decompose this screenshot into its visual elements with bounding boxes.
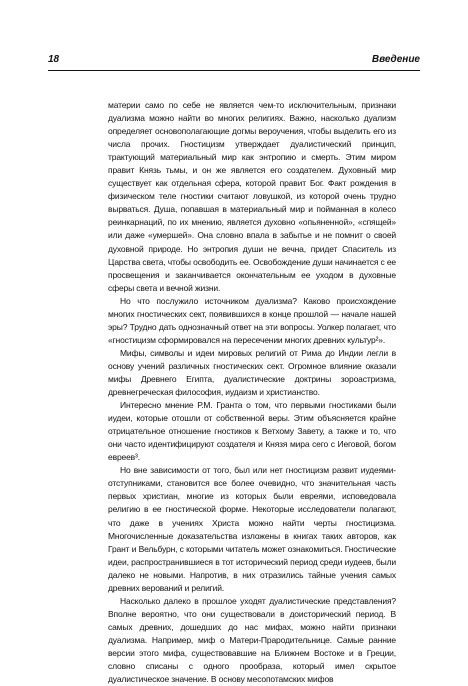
page-number: 18 [48,54,60,65]
paragraph: Но что послужило источником дуализма? Каково происхождение многих гностических сект, появившихся в конце прошлой — начале нашей эры? Трудно дать однозначный ответ на эти вопросы. Уолкер полагает, что «гностицизм сформировался на пересечении многих древних культур²». [108,295,396,345]
paragraph: материи само по себе не является чем-то исключительным, признаки дуализма можно найти во многих религиях. Важно, насколько дуализм определяет основополагающие догмы вероучения, чтобы выделить его из числа прочих. Гностицизм утверждает дуалистический принцип, трактующий материальный мир как энтропию и смерть. Этим миром правит Князь тьмы, и он же является его создателем. Духовный мир существует как отдельная сфера, которой правит Бог. Факт рождения в физическом теле гностики считают ловушкой, из которой очень трудно вырваться. Душа, попавшая в материальный мир и пойманная в колесо реинкарнаций, по их мнению, является духовно «опьяненной», «спящей» или даже «умершей». Она словно впала в забытье и не помнит о своей духовной природе. Но энтропия души не вечна, придет Спаситель из Царства света, чтобы освободить ее. Освобождение души начинается с ее просвещения и заканчивается окончательным ее уходом в духовные сферы света и вечной жизни. [108,100,396,293]
header-rule [48,70,420,71]
body-text [108,99,396,686]
paragraph: Интересно мнение Р.М. Гранта о том, что первыми гностиками были иудеи, которые отошли от собственной веры. Этим объясняется крайне отрицательное отношение гностиков к Ветхому Завету, а также и то, что они часто идентифицируют создателя и Князя мира сего с Иеговой, богом евреев³. [108,400,396,463]
paragraph: Насколько далеко в прошлое уходят дуалистические представления? Вполне вероятно, что они существовали в доисторический период. В самых древних, дошедших до нас мифах, можно найти признаки дуализма. Например, миф о Матери-Прародительнице. Самые ранние версии этого мифа, существовавшие на Ближнем Востоке и в Греции, словно списаны с одного прообраза, который имел скрытое дуалистическое значение. В основу месопотамских мифов [108,595,396,685]
paragraph: Мифы, символы и идеи мировых религий от Рима до Индии легли в основу учений различных гностических сект. Огромное влияние оказали мифы Древнего Египта, дуалистические доктрины зороастризма, древнегреческая философия, иудаизм и христианство. [108,347,396,398]
paragraph: Но вне зависимости от того, был или нет гностицизм развит иудеями-отступниками, становится все более очевидно, что значительная часть первых христиан, многие из которых были евреями, исповедовала религию в ее гностической форме. Некоторые исследователи полагают, что даже в учениях Христа можно найти черты гностицизма. Многочисленные доказательства изложены в книгах таких авторов, как Грант и Вельбурн, с которыми читатель может ознакомиться. Гностические идеи, распространившиеся в тот исторический период среди иудеев, были далеко не новыми. Напротив, в них отразились тайные учения самых древних верований и религий. [108,465,396,593]
running-header [48,54,420,68]
running-title: Введение [371,54,420,65]
